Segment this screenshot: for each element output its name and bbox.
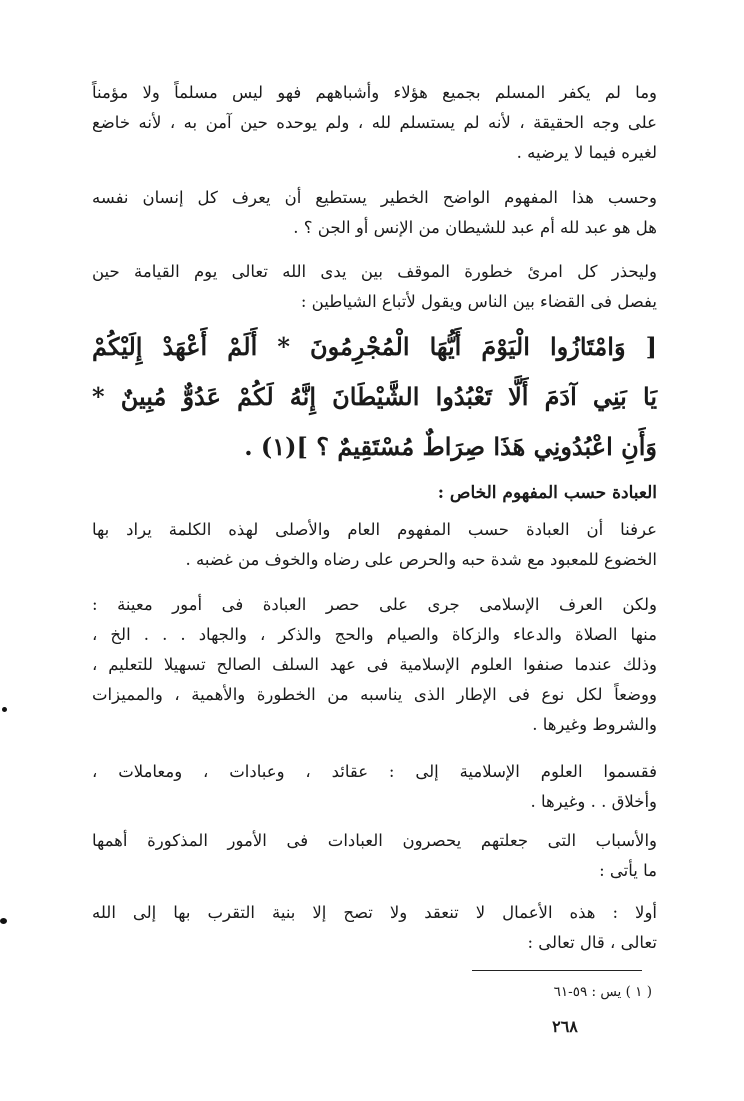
text-line: وليحذر كل امرئ خطورة الموقف بين يدى الله تعالى يوم القيامة حين [92, 262, 657, 281]
text-line: ولكن العرف الإسلامى جرى على حصر العبادة فى أمور معينة : [92, 595, 657, 614]
paragraph-8 [92, 898, 657, 958]
text-line: ما يأتى : [599, 861, 657, 880]
verse-line: [ وَامْتَازُوا الْيَوْمَ أَيُّهَا الْمُجْرِمُونَ * أَلَمْ أَعْهَدْ إِلَيْكُمْ [92, 332, 657, 361]
text-line: على وجه الحقيقة ، لأنه لم يستسلم لله ، ولم يوحده حين آمن به ، لأنه خاضع [92, 113, 657, 132]
footnote: ( ١ ) يس : ٥٩-٦١ [553, 984, 652, 1000]
page-number: ٢٦٨ [552, 1017, 578, 1036]
paragraph-1 [92, 78, 657, 168]
paragraph-3 [92, 257, 657, 317]
paragraph-5 [92, 590, 657, 740]
quran-verse-block [92, 322, 657, 472]
text-line: ووضعاً لكل نوع فى الإطار الذى يناسبه من الخطورة والأهمية ، والمميزات [92, 685, 657, 704]
paragraph-7 [92, 826, 657, 886]
paragraph-2 [92, 183, 657, 243]
verse-line: وَأَنِ اعْبُدُونِي هَذَا صِرَاطٌ مُسْتَقِيمٌ ؟ ](١) . [244, 432, 657, 461]
paragraph-6 [92, 757, 657, 817]
text-line: والأسباب التى جعلتهم يحصرون العبادات فى الأمور المذكورة أهمها [92, 831, 657, 850]
scan-mark [0, 918, 7, 924]
text-line: عرفنا أن العبادة حسب المفهوم العام والأصلى لهذه الكلمة يراد بها [92, 520, 657, 539]
paragraph-4 [92, 515, 657, 575]
text-line: فقسموا العلوم الإسلامية إلى : عقائد ، وعبادات ، ومعاملات ، [92, 762, 657, 781]
section-heading: العبادة حسب المفهوم الخاص : [437, 483, 657, 503]
text-line: وأخلاق . . وغيرها . [530, 792, 657, 811]
text-line: هل هو عبد لله أم عبد للشيطان من الإنس أو الجن ؟ . [293, 218, 657, 237]
text-line: أولا : هذه الأعمال لا تنعقد ولا تصح إلا بنية التقرب بها إلى الله [92, 903, 657, 922]
scan-mark [2, 707, 7, 712]
footnote-divider [472, 970, 642, 971]
text-line: وما لم يكفر المسلم بجميع هؤلاء وأشباههم فهو ليس مسلماً ولا مؤمناً [92, 83, 657, 102]
text-line: والشروط وغيرها . [532, 715, 657, 734]
text-line: وذلك عندما صنفوا العلوم الإسلامية فى عهد السلف الصالح تسهيلا للتعليم ، [92, 655, 657, 674]
text-line: منها الصلاة والدعاء والزكاة والصيام والحج والذكر ، والجهاد . . . الخ ، [92, 625, 657, 644]
text-line: يفصل فى القضاء بين الناس ويقول لأتباع الشياطين : [300, 292, 657, 311]
text-line: وحسب هذا المفهوم الواضح الخطير يستطيع أن يعرف كل إنسان نفسه [92, 188, 657, 207]
text-line: لغيره فيما لا يرضيه . [516, 143, 657, 162]
text-line: الخضوع للمعبود مع شدة حبه والحرص على رضاه والخوف من غضبه . [185, 550, 657, 569]
text-line: تعالى ، قال تعالى : [527, 933, 657, 952]
verse-line: يَا بَنِي آدَمَ أَلَّا تَعْبُدُوا الشَّيْطَانَ إِنَّهُ لَكُمْ عَدُوٌّ مُبِينٌ * [92, 382, 657, 411]
